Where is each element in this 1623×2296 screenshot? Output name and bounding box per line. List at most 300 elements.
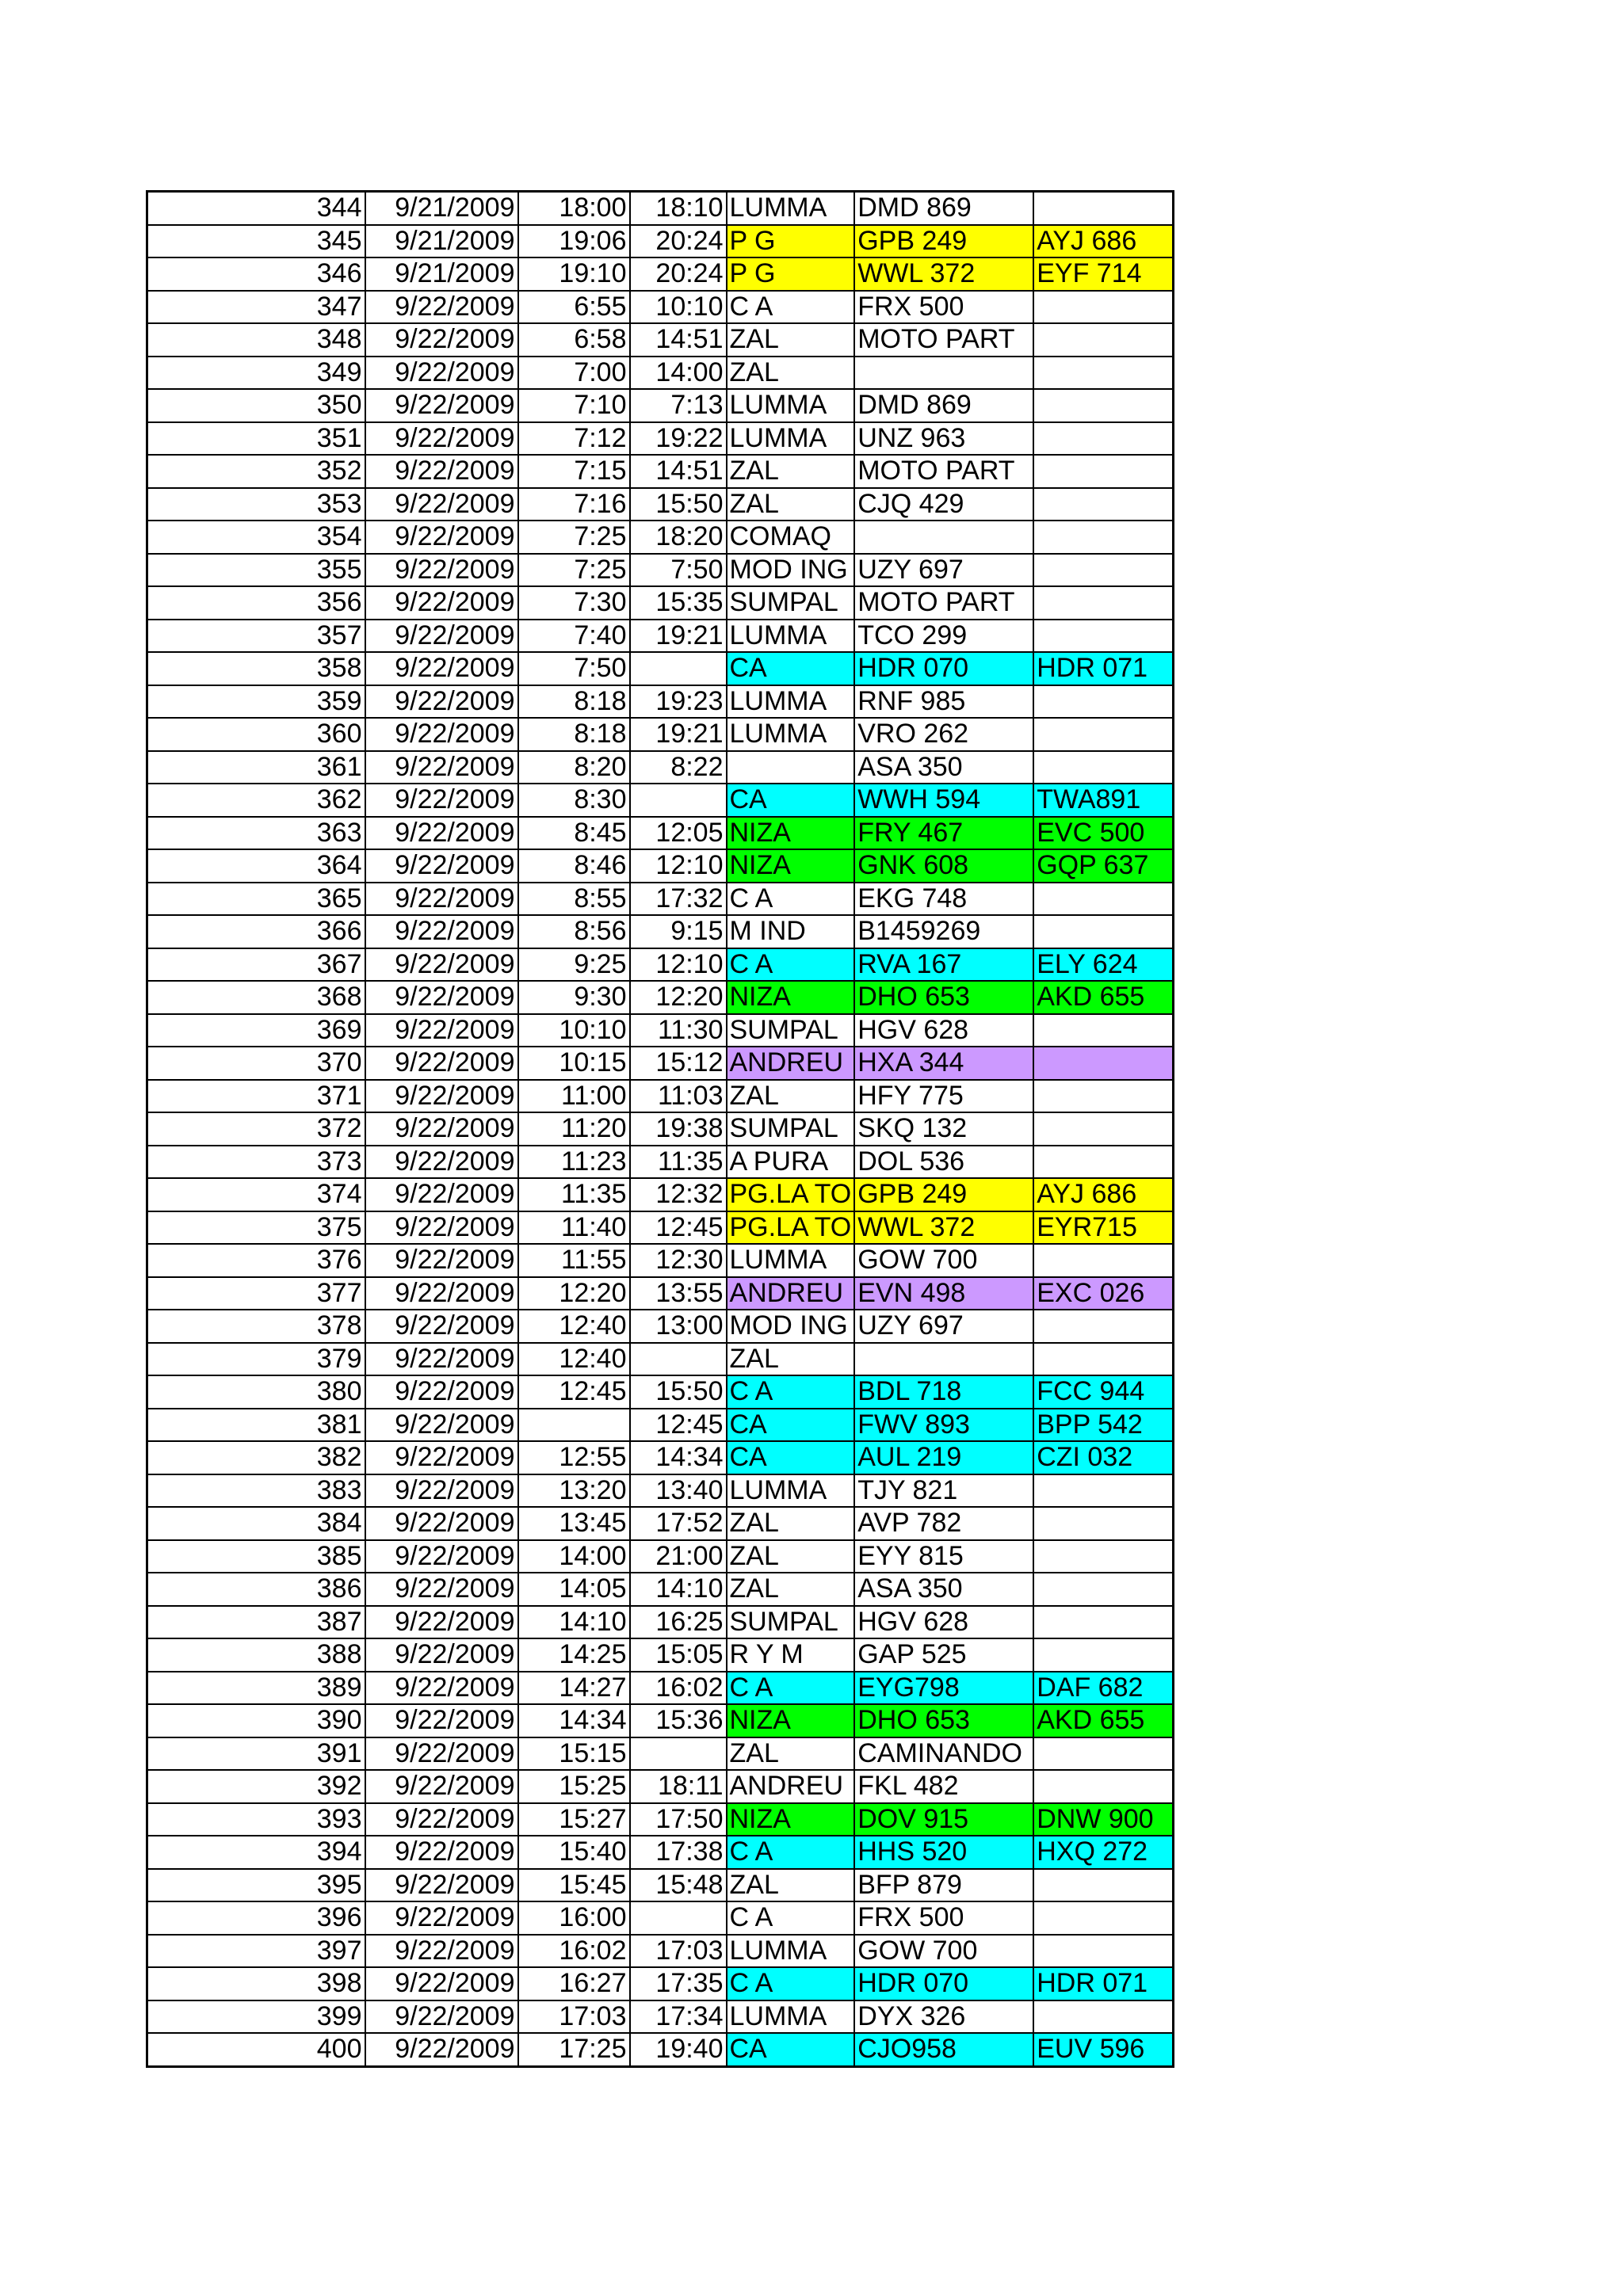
cell-date: 9/21/2009 [365,192,518,225]
cell-plate-1 [854,357,1033,390]
cell-number: 394 [147,1836,365,1869]
cell-plate-2 [1033,1146,1173,1179]
cell-plate-1: WWH 594 [854,784,1033,817]
cell-time-out: 15:35 [630,586,727,620]
table-row [147,1967,1174,2000]
cell-time-in: 15:45 [518,1869,630,1902]
table-row [147,2000,1174,2034]
cell-time-in: 7:30 [518,586,630,620]
cell-plate-2 [1033,357,1173,390]
cell-company: ZAL [727,1737,855,1771]
cell-time-out: 16:25 [630,1606,727,1639]
cell-date: 9/22/2009 [365,1441,518,1474]
table-row [147,1507,1174,1540]
cell-company: LUMMA [727,1935,855,1968]
cell-plate-2 [1033,554,1173,587]
cell-plate-2: HDR 071 [1033,1967,1173,2000]
cell-company: NIZA [727,849,855,883]
cell-company: ANDREU [727,1277,855,1310]
cell-time-out: 12:20 [630,981,727,1014]
cell-time-out: 11:35 [630,1146,727,1179]
cell-plate-1: DHO 653 [854,1704,1033,1737]
cell-plate-1: VRO 262 [854,718,1033,751]
cell-plate-1: TCO 299 [854,620,1033,653]
cell-time-out: 12:30 [630,1244,727,1277]
cell-time-out: 14:51 [630,323,727,357]
table-row [147,718,1174,751]
cell-time-out: 12:32 [630,1178,727,1211]
cell-date: 9/22/2009 [365,2000,518,2034]
cell-time-in: 10:10 [518,1014,630,1047]
cell-time-in: 9:25 [518,948,630,982]
cell-number: 359 [147,685,365,719]
cell-number: 389 [147,1672,365,1705]
cell-plate-2: FCC 944 [1033,1375,1173,1409]
cell-time-out [630,1901,727,1935]
cell-company: LUMMA [727,389,855,422]
cell-date: 9/22/2009 [365,1901,518,1935]
cell-plate-1: DOL 536 [854,1146,1033,1179]
cell-plate-1 [854,1343,1033,1376]
cell-time-in: 9:30 [518,981,630,1014]
cell-plate-1: RNF 985 [854,685,1033,719]
cell-time-in: 16:27 [518,1967,630,2000]
cell-company: LUMMA [727,685,855,719]
cell-plate-2: CZI 032 [1033,1441,1173,1474]
cell-date: 9/22/2009 [365,1967,518,2000]
cell-number: 376 [147,1244,365,1277]
cell-time-out: 18:20 [630,521,727,554]
cell-date: 9/21/2009 [365,225,518,258]
cell-plate-2 [1033,192,1173,225]
cell-time-out: 11:03 [630,1080,727,1113]
cell-number: 348 [147,323,365,357]
table-row [147,652,1174,685]
cell-number: 378 [147,1310,365,1343]
cell-time-out: 19:21 [630,620,727,653]
table-row [147,685,1174,719]
cell-plate-1: ASA 350 [854,1573,1033,1606]
cell-time-out: 19:23 [630,685,727,719]
cell-number: 391 [147,1737,365,1771]
cell-plate-2 [1033,915,1173,948]
cell-date: 9/22/2009 [365,685,518,719]
cell-plate-2 [1033,1507,1173,1540]
cell-time-out: 14:34 [630,1441,727,1474]
cell-plate-2 [1033,1638,1173,1672]
cell-time-in: 7:50 [518,652,630,685]
cell-time-in: 14:34 [518,1704,630,1737]
cell-plate-1: GNK 608 [854,849,1033,883]
cell-time-out: 17:35 [630,1967,727,2000]
cell-time-out: 15:05 [630,1638,727,1672]
cell-time-in: 10:15 [518,1047,630,1080]
cell-company: C A [727,1901,855,1935]
cell-date: 9/22/2009 [365,981,518,1014]
cell-plate-1: HXA 344 [854,1047,1033,1080]
cell-plate-1: BDL 718 [854,1375,1033,1409]
cell-plate-1: MOTO PART [854,323,1033,357]
cell-time-in: 7:15 [518,455,630,488]
cell-plate-2 [1033,1310,1173,1343]
cell-date: 9/21/2009 [365,257,518,291]
cell-plate-1: HGV 628 [854,1606,1033,1639]
cell-date: 9/22/2009 [365,1540,518,1573]
cell-date: 9/22/2009 [365,652,518,685]
cell-number: 347 [147,291,365,324]
table-row [147,1343,1174,1376]
cell-time-out: 12:45 [630,1409,727,1442]
cell-number: 387 [147,1606,365,1639]
cell-time-in: 7:16 [518,488,630,521]
cell-time-out [630,1737,727,1771]
cell-date: 9/22/2009 [365,620,518,653]
table-row [147,915,1174,948]
cell-number: 397 [147,1935,365,1968]
cell-company: ZAL [727,1869,855,1902]
cell-date: 9/22/2009 [365,357,518,390]
cell-plate-1: WWL 372 [854,1211,1033,1245]
cell-plate-1: FRY 467 [854,817,1033,850]
cell-plate-2 [1033,2000,1173,2034]
cell-company: LUMMA [727,620,855,653]
cell-number: 350 [147,389,365,422]
cell-date: 9/22/2009 [365,1047,518,1080]
cell-time-in: 15:15 [518,1737,630,1771]
cell-time-out [630,652,727,685]
cell-number: 364 [147,849,365,883]
table-row [147,1836,1174,1869]
cell-date: 9/22/2009 [365,784,518,817]
table-row [147,1606,1174,1639]
cell-date: 9/22/2009 [365,1112,518,1146]
table-row [147,1277,1174,1310]
cell-plate-2 [1033,1244,1173,1277]
cell-company: C A [727,291,855,324]
cell-plate-2 [1033,1047,1173,1080]
cell-plate-1: ASA 350 [854,751,1033,784]
cell-number: 360 [147,718,365,751]
cell-plate-1: SKQ 132 [854,1112,1033,1146]
cell-date: 9/22/2009 [365,1244,518,1277]
cell-time-in: 15:25 [518,1770,630,1803]
cell-plate-1: DMD 869 [854,389,1033,422]
cell-date: 9/22/2009 [365,1375,518,1409]
table-row [147,1901,1174,1935]
table-row [147,1080,1174,1113]
cell-company: ZAL [727,1507,855,1540]
cell-number: 377 [147,1277,365,1310]
cell-date: 9/22/2009 [365,1277,518,1310]
cell-time-in: 19:06 [518,225,630,258]
cell-date: 9/22/2009 [365,1638,518,1672]
cell-time-out: 19:38 [630,1112,727,1146]
cell-time-in: 12:55 [518,1441,630,1474]
cell-number: 375 [147,1211,365,1245]
cell-plate-1: EKG 748 [854,883,1033,916]
cell-number: 374 [147,1178,365,1211]
cell-time-in: 12:40 [518,1310,630,1343]
cell-date: 9/22/2009 [365,883,518,916]
cell-time-out: 15:50 [630,1375,727,1409]
cell-company: LUMMA [727,718,855,751]
cell-number: 363 [147,817,365,850]
cell-time-in: 14:10 [518,1606,630,1639]
cell-time-in: 8:56 [518,915,630,948]
cell-date: 9/22/2009 [365,751,518,784]
cell-plate-2 [1033,1737,1173,1771]
cell-number: 358 [147,652,365,685]
cell-plate-1: GPB 249 [854,225,1033,258]
cell-plate-2 [1033,1869,1173,1902]
cell-number: 392 [147,1770,365,1803]
cell-time-in: 8:30 [518,784,630,817]
cell-time-in: 14:05 [518,1573,630,1606]
log-table [146,190,1174,2068]
cell-time-in: 12:40 [518,1343,630,1376]
table-row [147,357,1174,390]
table-row [147,1803,1174,1836]
cell-number: 356 [147,586,365,620]
cell-company: P G [727,225,855,258]
cell-plate-1: CJO958 [854,2033,1033,2066]
cell-date: 9/22/2009 [365,1343,518,1376]
cell-date: 9/22/2009 [365,554,518,587]
cell-time-out: 19:40 [630,2033,727,2066]
cell-company: ZAL [727,488,855,521]
cell-plate-2 [1033,291,1173,324]
cell-time-out: 17:34 [630,2000,727,2034]
cell-plate-2 [1033,1935,1173,1968]
cell-number: 354 [147,521,365,554]
cell-time-in: 14:00 [518,1540,630,1573]
cell-time-out: 14:00 [630,357,727,390]
cell-company: PG.LA TO [727,1178,855,1211]
cell-plate-1: FWV 893 [854,1409,1033,1442]
cell-time-out: 16:02 [630,1672,727,1705]
table-row [147,1573,1174,1606]
cell-company: NIZA [727,1704,855,1737]
cell-company: LUMMA [727,2000,855,2034]
cell-date: 9/22/2009 [365,389,518,422]
table-row [147,817,1174,850]
table-row [147,389,1174,422]
cell-company: ZAL [727,357,855,390]
cell-company: CA [727,784,855,817]
cell-company: NIZA [727,1803,855,1836]
table-row [147,1638,1174,1672]
cell-company: SUMPAL [727,1112,855,1146]
cell-time-in: 11:40 [518,1211,630,1245]
cell-number: 346 [147,257,365,291]
cell-company: CA [727,652,855,685]
cell-company: ZAL [727,1573,855,1606]
cell-time-out: 17:03 [630,1935,727,1968]
cell-plate-2 [1033,521,1173,554]
cell-plate-2 [1033,1014,1173,1047]
table-row [147,1047,1174,1080]
table-row [147,1375,1174,1409]
cell-time-out: 19:22 [630,422,727,456]
cell-company: LUMMA [727,422,855,456]
cell-plate-2: EYR715 [1033,1211,1173,1245]
table-row [147,1211,1174,1245]
cell-number: 366 [147,915,365,948]
cell-plate-1: FRX 500 [854,291,1033,324]
cell-plate-1: UZY 697 [854,1310,1033,1343]
cell-company: SUMPAL [727,586,855,620]
table-row [147,1112,1174,1146]
cell-number: 396 [147,1901,365,1935]
cell-date: 9/22/2009 [365,1507,518,1540]
cell-time-in: 19:10 [518,257,630,291]
cell-plate-1: B1459269 [854,915,1033,948]
cell-date: 9/22/2009 [365,1869,518,1902]
cell-date: 9/22/2009 [365,1573,518,1606]
cell-time-in: 18:00 [518,192,630,225]
cell-date: 9/22/2009 [365,1737,518,1771]
cell-plate-2: ELY 624 [1033,948,1173,982]
cell-company: C A [727,1672,855,1705]
cell-company: CA [727,1441,855,1474]
cell-plate-2: HXQ 272 [1033,1836,1173,1869]
cell-plate-2: HDR 071 [1033,652,1173,685]
cell-date: 9/22/2009 [365,1606,518,1639]
cell-number: 381 [147,1409,365,1442]
cell-time-out: 15:12 [630,1047,727,1080]
cell-time-out: 7:50 [630,554,727,587]
cell-time-in: 7:10 [518,389,630,422]
cell-time-in: 8:55 [518,883,630,916]
table-row [147,521,1174,554]
cell-number: 371 [147,1080,365,1113]
cell-plate-1: WWL 372 [854,257,1033,291]
cell-date: 9/22/2009 [365,1935,518,1968]
cell-plate-1: MOTO PART [854,455,1033,488]
cell-number: 362 [147,784,365,817]
cell-time-out: 17:32 [630,883,727,916]
cell-time-out: 13:55 [630,1277,727,1310]
cell-company: C A [727,883,855,916]
cell-plate-1: DOV 915 [854,1803,1033,1836]
cell-plate-1: TJY 821 [854,1474,1033,1508]
cell-number: 399 [147,2000,365,2034]
cell-number: 365 [147,883,365,916]
cell-plate-2: AKD 655 [1033,1704,1173,1737]
cell-time-out: 17:50 [630,1803,727,1836]
cell-time-in: 7:40 [518,620,630,653]
cell-time-in: 7:25 [518,554,630,587]
cell-time-in: 15:27 [518,1803,630,1836]
cell-number: 352 [147,455,365,488]
cell-date: 9/22/2009 [365,422,518,456]
cell-number: 353 [147,488,365,521]
cell-plate-2 [1033,455,1173,488]
cell-plate-1 [854,521,1033,554]
cell-number: 351 [147,422,365,456]
cell-plate-2: GQP 637 [1033,849,1173,883]
cell-date: 9/22/2009 [365,1770,518,1803]
cell-plate-2: BPP 542 [1033,1409,1173,1442]
cell-company: PG.LA TO [727,1211,855,1245]
cell-plate-2 [1033,1573,1173,1606]
cell-time-out: 18:10 [630,192,727,225]
cell-date: 9/22/2009 [365,291,518,324]
cell-plate-2: AYJ 686 [1033,225,1173,258]
cell-plate-1: HDR 070 [854,652,1033,685]
table-row [147,1146,1174,1179]
cell-plate-1: HGV 628 [854,1014,1033,1047]
cell-plate-1: AUL 219 [854,1441,1033,1474]
table-row [147,1672,1174,1705]
cell-number: 393 [147,1803,365,1836]
cell-plate-2 [1033,323,1173,357]
cell-time-in: 15:40 [518,1836,630,1869]
cell-plate-1: EYG798 [854,1672,1033,1705]
cell-date: 9/22/2009 [365,586,518,620]
cell-plate-2: AYJ 686 [1033,1178,1173,1211]
cell-number: 355 [147,554,365,587]
cell-plate-2 [1033,1343,1173,1376]
cell-time-out: 15:50 [630,488,727,521]
cell-time-in: 16:00 [518,1901,630,1935]
cell-company: ZAL [727,323,855,357]
cell-time-out: 19:21 [630,718,727,751]
cell-time-out: 12:10 [630,849,727,883]
table-row [147,1869,1174,1902]
cell-time-out: 15:36 [630,1704,727,1737]
table-row [147,1244,1174,1277]
cell-time-in: 16:02 [518,1935,630,1968]
table-row [147,784,1174,817]
cell-plate-1: GOW 700 [854,1935,1033,1968]
cell-plate-2: EYF 714 [1033,257,1173,291]
cell-plate-2: AKD 655 [1033,981,1173,1014]
cell-time-in: 17:25 [518,2033,630,2066]
table-row [147,1178,1174,1211]
cell-date: 9/22/2009 [365,1146,518,1179]
cell-plate-1: CAMINANDO [854,1737,1033,1771]
cell-time-out: 13:40 [630,1474,727,1508]
cell-company: ZAL [727,1343,855,1376]
cell-date: 9/22/2009 [365,455,518,488]
table-row [147,422,1174,456]
cell-plate-2 [1033,1770,1173,1803]
table-row [147,554,1174,587]
cell-plate-1: RVA 167 [854,948,1033,982]
cell-plate-2 [1033,1540,1173,1573]
cell-plate-1: AVP 782 [854,1507,1033,1540]
cell-company: LUMMA [727,1244,855,1277]
cell-number: 384 [147,1507,365,1540]
cell-company: LUMMA [727,1474,855,1508]
cell-plate-1: FKL 482 [854,1770,1033,1803]
cell-plate-1: MOTO PART [854,586,1033,620]
cell-plate-2 [1033,389,1173,422]
cell-time-out: 18:11 [630,1770,727,1803]
cell-date: 9/22/2009 [365,323,518,357]
table-row [147,1014,1174,1047]
cell-time-out: 12:05 [630,817,727,850]
table-row [147,620,1174,653]
cell-date: 9/22/2009 [365,1080,518,1113]
cell-date: 9/22/2009 [365,1014,518,1047]
table-row [147,849,1174,883]
table-row [147,2033,1174,2066]
cell-time-in: 8:18 [518,718,630,751]
cell-company: ZAL [727,1080,855,1113]
cell-time-out: 13:00 [630,1310,727,1343]
